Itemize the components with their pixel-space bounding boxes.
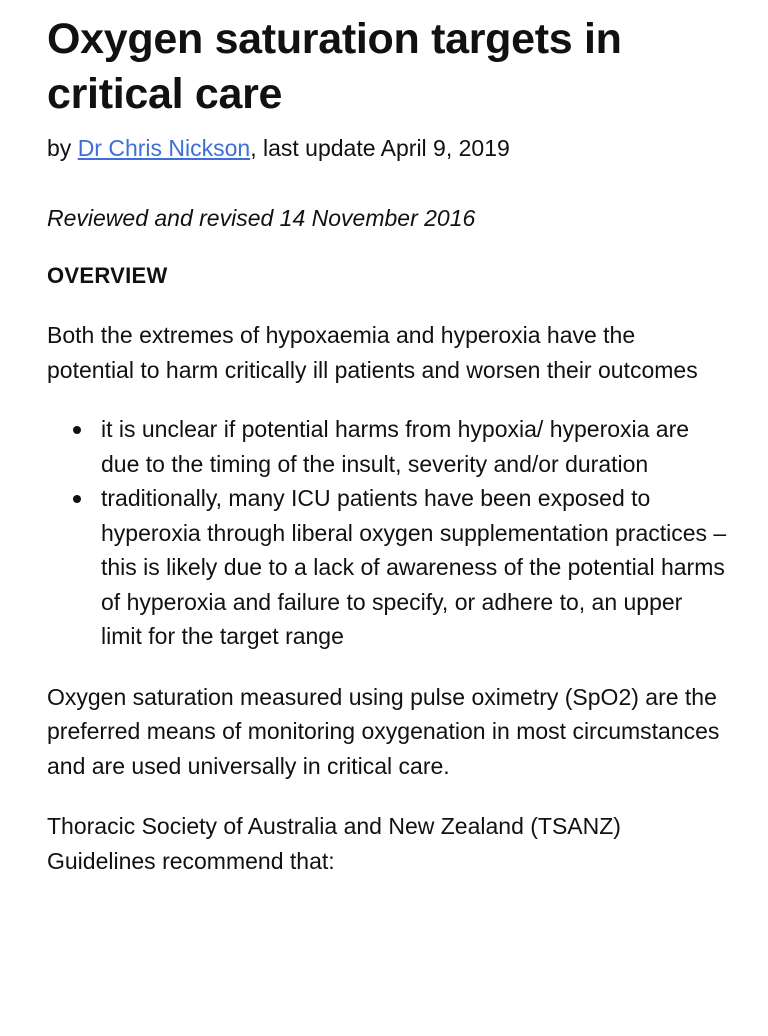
overview-paragraph: Both the extremes of hypoxaemia and hyperoxia have the potential to harm critically ill patients and worsen their outcomes <box>47 322 698 383</box>
article-title: Oxygen saturation targets in critical care <box>47 15 622 118</box>
overview-heading: OVERVIEW <box>47 263 168 288</box>
spo2-paragraph: Oxygen saturation measured using pulse oximetry (SpO2) are the preferred means of monitoring oxygenation in most circumstances and are used universally in critical care. <box>47 683 720 779</box>
article <box>0 12 768 1036</box>
list-item <box>101 481 728 654</box>
overview-bullet-list <box>47 412 728 654</box>
list-item <box>101 412 728 481</box>
list-item-text: it is unclear if potential harms from hypoxia/ hyperoxia are due to the timing of the insult, severity and/or duration <box>101 416 690 477</box>
byline-update-date: , last update April 9, 2019 <box>250 135 510 161</box>
bullet-dot-icon <box>73 426 81 434</box>
reviewed-note: Reviewed and revised 14 November 2016 <box>47 205 476 231</box>
byline-prefix: by <box>47 135 78 161</box>
byline <box>47 132 728 164</box>
tsanz-paragraph: Thoracic Society of Australia and New Zealand (TSANZ) Guidelines recommend that: <box>47 813 621 874</box>
bullet-dot-icon <box>73 495 81 503</box>
list-item-text: traditionally, many ICU patients have been exposed to hyperoxia through liberal oxygen supplementation practices – this is likely due to a lack of awareness of the potential harms of hyperoxia and failure to specify, or adhere to, an upper limit for the target range <box>101 485 727 649</box>
author-link[interactable]: Dr Chris Nickson <box>77 135 251 161</box>
